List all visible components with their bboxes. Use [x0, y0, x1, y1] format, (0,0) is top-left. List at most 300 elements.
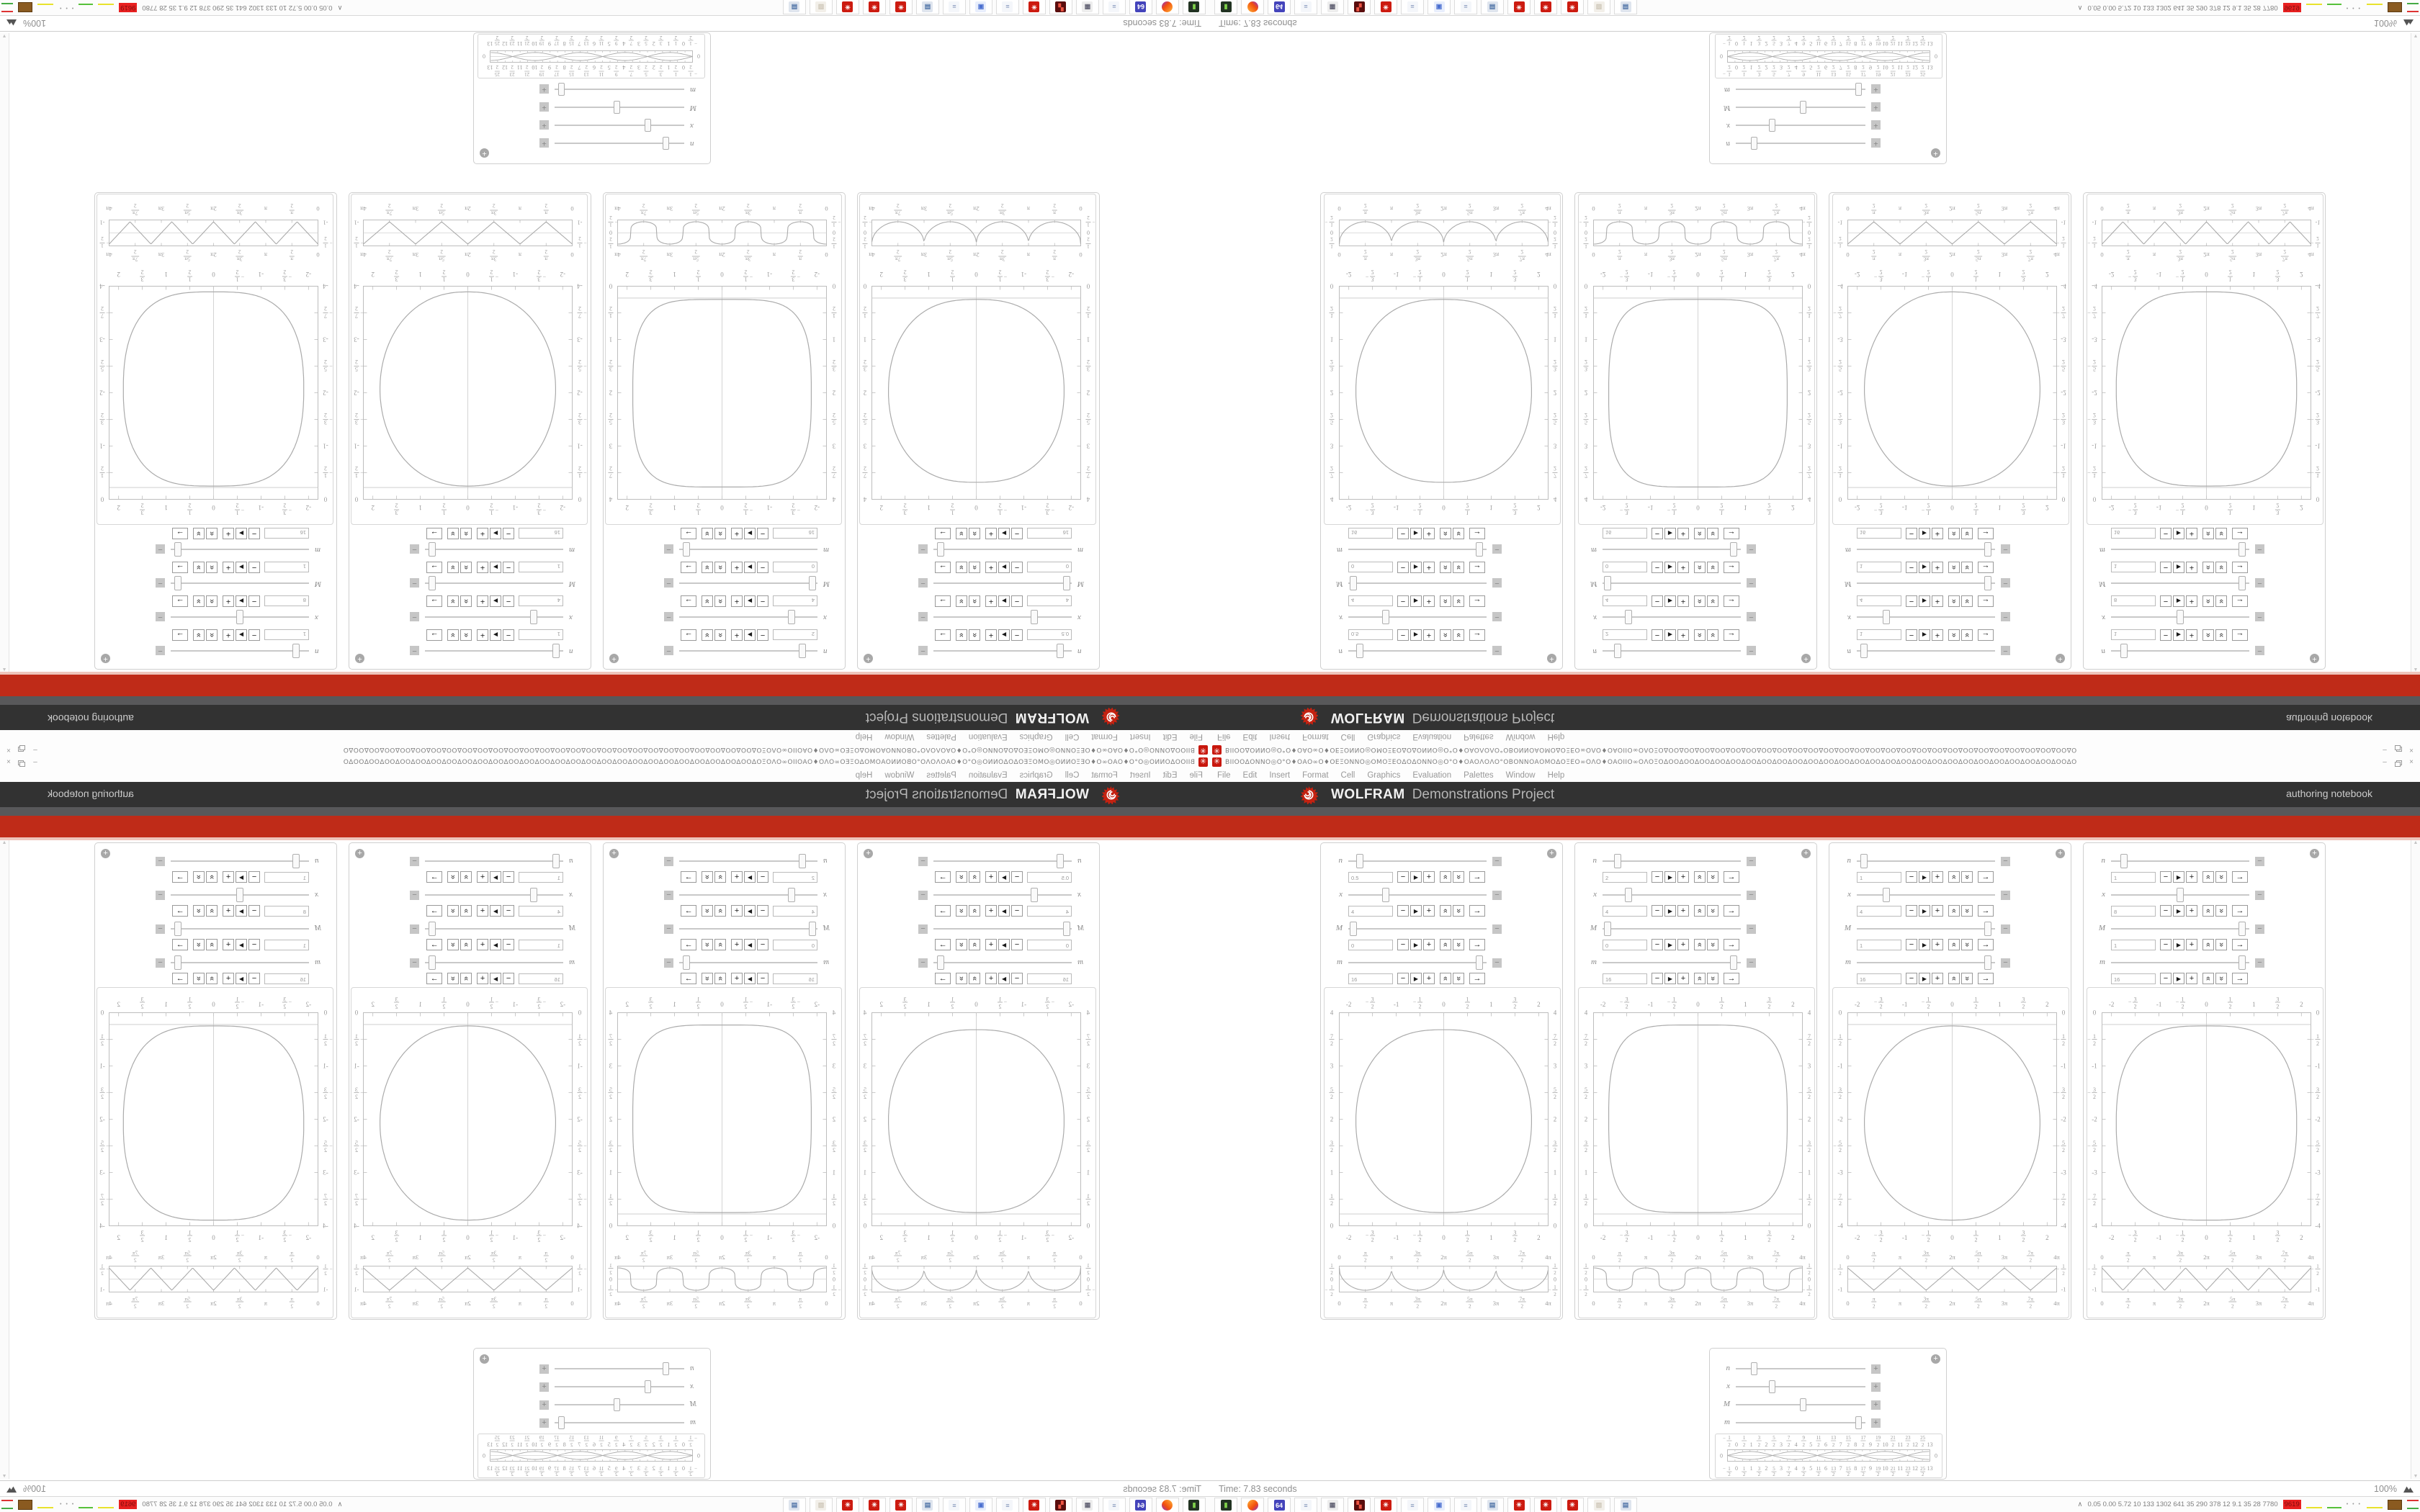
slider-track[interactable]: [2111, 575, 2249, 591]
step-direction-button[interactable]: →: [1978, 905, 1994, 917]
decrement-button[interactable]: −: [1397, 562, 1409, 573]
expand-controls-button[interactable]: +: [1871, 1418, 1881, 1428]
slider-thumb[interactable]: [683, 542, 690, 557]
collapse-controls-button[interactable]: −: [2001, 924, 2010, 934]
collapse-controls-button[interactable]: −: [918, 544, 928, 554]
slower-button[interactable]: »: [1453, 905, 1464, 917]
slider-thumb[interactable]: [809, 922, 816, 936]
increment-button[interactable]: +: [1932, 939, 1943, 950]
step-direction-button[interactable]: →: [172, 973, 188, 984]
manipulate-options-button[interactable]: +: [1547, 849, 1556, 858]
faster-button[interactable]: »: [206, 629, 218, 641]
manipulate-options-button[interactable]: +: [2310, 654, 2319, 663]
step-direction-button[interactable]: →: [2232, 629, 2248, 641]
collapse-controls-button[interactable]: −: [2255, 857, 2264, 866]
faster-button[interactable]: »: [460, 528, 472, 539]
faster-button[interactable]: »: [1440, 939, 1451, 950]
slider-value-input[interactable]: 0: [1027, 562, 1072, 572]
slider-value-input[interactable]: 16: [1857, 973, 1901, 984]
slider-track[interactable]: [555, 136, 684, 150]
play-button[interactable]: ▶: [490, 629, 501, 641]
faster-button[interactable]: »: [1694, 973, 1706, 984]
increment-button[interactable]: +: [1677, 629, 1689, 641]
slider-value-input[interactable]: 0.5: [1027, 629, 1072, 640]
slider-thumb[interactable]: [552, 644, 560, 658]
taskbar-button[interactable]: [1268, 1498, 1291, 1512]
slower-button[interactable]: »: [193, 973, 205, 984]
increment-button[interactable]: +: [1677, 939, 1689, 950]
play-button[interactable]: ▶: [1919, 871, 1930, 883]
step-direction-button[interactable]: →: [681, 905, 696, 917]
slider-track[interactable]: [933, 541, 1072, 557]
menu-item-cell[interactable]: Cell: [1340, 732, 1355, 742]
decrement-button[interactable]: −: [503, 905, 514, 917]
slider-value-input[interactable]: 1: [2111, 940, 2156, 950]
slider-value-input[interactable]: 1: [1857, 562, 1901, 572]
slider-track[interactable]: [1348, 853, 1487, 869]
slider-value-input[interactable]: 8: [2111, 906, 2156, 917]
slower-button[interactable]: »: [193, 629, 205, 641]
slider-thumb[interactable]: [1057, 644, 1064, 658]
step-direction-button[interactable]: →: [681, 562, 696, 573]
decrement-button[interactable]: −: [2160, 905, 2172, 917]
slider-track[interactable]: [1603, 643, 1741, 659]
decrement-button[interactable]: −: [2160, 562, 2172, 573]
play-button[interactable]: ▶: [1410, 939, 1422, 950]
slider-track[interactable]: [2111, 921, 2249, 937]
taskbar-button[interactable]: [943, 0, 966, 14]
collapse-controls-button[interactable]: −: [410, 924, 419, 934]
slower-button[interactable]: »: [1453, 629, 1464, 641]
decrement-button[interactable]: −: [2160, 871, 2172, 883]
slider-value-input[interactable]: 2: [1603, 629, 1647, 640]
collapse-controls-button[interactable]: −: [664, 924, 673, 934]
slider-track[interactable]: [425, 609, 563, 625]
slider-track[interactable]: [679, 575, 817, 591]
vertical-scrollbar[interactable]: [2411, 33, 2420, 672]
decrement-button[interactable]: −: [1906, 562, 1917, 573]
slider-track[interactable]: [171, 921, 309, 937]
taskbar-button[interactable]: [1183, 1498, 1206, 1512]
increment-button[interactable]: +: [1423, 939, 1435, 950]
decrement-button[interactable]: −: [1397, 871, 1409, 883]
play-button[interactable]: ▶: [236, 973, 247, 984]
slider-track[interactable]: [1736, 118, 1865, 132]
collapse-controls-button[interactable]: −: [918, 578, 928, 588]
slider-thumb[interactable]: [1476, 542, 1483, 557]
slider-thumb[interactable]: [1350, 576, 1357, 590]
slider-track[interactable]: [425, 541, 563, 557]
slider-value-input[interactable]: 1: [519, 562, 563, 572]
taskbar-button[interactable]: [836, 0, 859, 14]
slower-button[interactable]: »: [1707, 871, 1718, 883]
slower-button[interactable]: »: [447, 562, 459, 573]
collapse-controls-button[interactable]: −: [664, 544, 673, 554]
slider-value-input[interactable]: 1: [519, 629, 563, 640]
play-button[interactable]: ▶: [1919, 905, 1930, 917]
taskbar-button[interactable]: [810, 1498, 833, 1512]
slider-value-input[interactable]: 0.5: [1348, 629, 1393, 640]
step-direction-button[interactable]: →: [2232, 595, 2248, 607]
slider-track[interactable]: [1348, 643, 1487, 659]
step-direction-button[interactable]: →: [172, 562, 188, 573]
slider-value-input[interactable]: 16: [1857, 528, 1901, 539]
expand-controls-button[interactable]: +: [1871, 84, 1881, 94]
decrement-button[interactable]: −: [1011, 629, 1023, 641]
step-direction-button[interactable]: →: [1978, 629, 1994, 641]
play-button[interactable]: ▶: [998, 871, 1010, 883]
faster-button[interactable]: »: [714, 528, 726, 539]
slider-track[interactable]: [933, 609, 1072, 625]
slower-button[interactable]: »: [1453, 595, 1464, 607]
collapse-controls-button[interactable]: −: [1492, 646, 1502, 655]
step-direction-button[interactable]: →: [935, 905, 951, 917]
slider-track[interactable]: [2111, 887, 2249, 903]
taskbar-button[interactable]: [969, 0, 992, 14]
decrement-button[interactable]: −: [503, 629, 514, 641]
faster-button[interactable]: »: [1948, 905, 1960, 917]
expand-controls-button[interactable]: +: [539, 1418, 549, 1428]
decrement-button[interactable]: −: [1906, 973, 1917, 984]
increment-button[interactable]: +: [2186, 528, 2197, 539]
step-direction-button[interactable]: →: [1724, 595, 1739, 607]
slower-button[interactable]: »: [1961, 871, 1973, 883]
step-direction-button[interactable]: →: [681, 629, 696, 641]
faster-button[interactable]: »: [1694, 528, 1706, 539]
slider-value-input[interactable]: 2: [773, 629, 817, 640]
slider-thumb[interactable]: [2238, 576, 2246, 590]
slider-track[interactable]: [1857, 887, 1995, 903]
slider-thumb[interactable]: [1769, 1380, 1775, 1393]
step-direction-button[interactable]: →: [681, 528, 696, 539]
play-button[interactable]: ▶: [1919, 528, 1930, 539]
slider-value-input[interactable]: 8: [264, 595, 309, 606]
menu-item-window[interactable]: Window: [1505, 770, 1536, 780]
decrement-button[interactable]: −: [503, 939, 514, 950]
increment-button[interactable]: +: [985, 973, 997, 984]
slider-track[interactable]: [425, 643, 563, 659]
slider-track[interactable]: [171, 887, 309, 903]
faster-button[interactable]: »: [206, 939, 218, 950]
faster-button[interactable]: »: [1440, 871, 1451, 883]
play-button[interactable]: ▶: [744, 528, 756, 539]
slider-value-input[interactable]: 4: [1348, 906, 1393, 917]
decrement-button[interactable]: −: [757, 871, 768, 883]
slower-button[interactable]: »: [447, 871, 459, 883]
slider-value-input[interactable]: 1: [2111, 629, 2156, 640]
slider-thumb[interactable]: [174, 922, 182, 936]
increment-button[interactable]: +: [223, 973, 234, 984]
slider-thumb[interactable]: [614, 101, 620, 114]
slider-track[interactable]: [555, 1398, 684, 1412]
decrement-button[interactable]: −: [2160, 939, 2172, 950]
close-button[interactable]: ×: [6, 746, 11, 755]
slider-track[interactable]: [1857, 609, 1995, 625]
slider-track[interactable]: [555, 1416, 684, 1430]
slider-value-input[interactable]: 1: [1857, 940, 1901, 950]
step-direction-button[interactable]: →: [1724, 528, 1739, 539]
taskbar-button[interactable]: [1428, 1498, 1451, 1512]
slider-thumb[interactable]: [1751, 137, 1757, 150]
slower-button[interactable]: »: [702, 939, 713, 950]
decrement-button[interactable]: −: [1011, 973, 1023, 984]
decrement-button[interactable]: −: [1397, 973, 1409, 984]
window-title-bar[interactable]: [1210, 756, 2420, 768]
slider-thumb[interactable]: [1769, 119, 1775, 132]
faster-button[interactable]: »: [714, 629, 726, 641]
slider-thumb[interactable]: [1604, 576, 1611, 590]
step-direction-button[interactable]: →: [172, 939, 188, 950]
increment-button[interactable]: +: [2186, 871, 2197, 883]
manipulate-options-button[interactable]: +: [864, 654, 873, 663]
close-button[interactable]: ×: [2409, 757, 2414, 766]
slider-track[interactable]: [1736, 82, 1865, 96]
slider-thumb[interactable]: [1604, 922, 1611, 936]
menu-item-evaluation[interactable]: Evaluation: [1412, 770, 1452, 780]
faster-button[interactable]: »: [2202, 528, 2214, 539]
menu-item-insert[interactable]: Insert: [1129, 770, 1151, 780]
slider-thumb[interactable]: [799, 854, 806, 868]
slider-thumb[interactable]: [429, 922, 436, 936]
taskbar-button[interactable]: [1321, 1498, 1344, 1512]
magnification-icon[interactable]: [2403, 1485, 2414, 1493]
faster-button[interactable]: »: [1694, 595, 1706, 607]
faster-button[interactable]: »: [969, 939, 980, 950]
taskbar-button[interactable]: [1214, 0, 1237, 14]
menu-item-insert[interactable]: Insert: [1129, 732, 1151, 742]
slider-value-input[interactable]: 16: [773, 528, 817, 539]
collapse-controls-button[interactable]: −: [156, 646, 165, 655]
taskbar-button[interactable]: [1507, 0, 1531, 14]
menu-item-file[interactable]: File: [1217, 732, 1231, 742]
play-button[interactable]: ▶: [1410, 595, 1422, 607]
slider-thumb[interactable]: [292, 854, 300, 868]
slider-track[interactable]: [425, 955, 563, 971]
play-button[interactable]: ▶: [2173, 562, 2184, 573]
slower-button[interactable]: »: [193, 528, 205, 539]
slider-thumb[interactable]: [1800, 101, 1806, 114]
play-button[interactable]: ▶: [998, 562, 1010, 573]
slider-thumb[interactable]: [236, 888, 243, 902]
taskbar-button[interactable]: [836, 1498, 859, 1512]
menu-item-insert[interactable]: Insert: [1269, 732, 1291, 742]
slider-track[interactable]: [1857, 643, 1995, 659]
slider-thumb[interactable]: [1984, 955, 1991, 970]
faster-button[interactable]: »: [969, 562, 980, 573]
slider-track[interactable]: [171, 853, 309, 869]
taskbar-button[interactable]: [1241, 0, 1264, 14]
slower-button[interactable]: »: [1707, 905, 1718, 917]
step-direction-button[interactable]: →: [426, 905, 442, 917]
collapse-controls-button[interactable]: −: [664, 891, 673, 900]
slider-track[interactable]: [1857, 921, 1995, 937]
increment-button[interactable]: +: [477, 528, 488, 539]
slider-track[interactable]: [1736, 136, 1865, 150]
slower-button[interactable]: »: [2215, 562, 2227, 573]
slower-button[interactable]: »: [193, 871, 205, 883]
decrement-button[interactable]: −: [757, 595, 768, 607]
step-direction-button[interactable]: →: [935, 528, 951, 539]
slider-track[interactable]: [1603, 853, 1741, 869]
decrement-button[interactable]: −: [1011, 939, 1023, 950]
faster-button[interactable]: »: [1440, 973, 1451, 984]
play-button[interactable]: ▶: [1919, 629, 1930, 641]
step-direction-button[interactable]: →: [172, 905, 188, 917]
play-button[interactable]: ▶: [236, 939, 247, 950]
slider-track[interactable]: [555, 1362, 684, 1376]
manipulate-options-button[interactable]: +: [355, 654, 364, 663]
increment-button[interactable]: +: [477, 629, 488, 641]
taskbar-button[interactable]: [1023, 0, 1046, 14]
play-button[interactable]: ▶: [744, 905, 756, 917]
faster-button[interactable]: »: [2202, 595, 2214, 607]
taskbar-button[interactable]: [1156, 0, 1179, 14]
play-button[interactable]: ▶: [744, 973, 756, 984]
collapse-controls-button[interactable]: −: [410, 578, 419, 588]
slider-value-input[interactable]: 1: [519, 940, 563, 950]
play-button[interactable]: ▶: [744, 595, 756, 607]
slider-thumb[interactable]: [552, 854, 560, 868]
slower-button[interactable]: »: [2215, 629, 2227, 641]
increment-button[interactable]: +: [1677, 562, 1689, 573]
slower-button[interactable]: »: [702, 973, 713, 984]
slider-thumb[interactable]: [1730, 542, 1737, 557]
increment-button[interactable]: +: [1677, 973, 1689, 984]
increment-button[interactable]: +: [731, 905, 743, 917]
increment-button[interactable]: +: [1932, 595, 1943, 607]
collapse-controls-button[interactable]: −: [664, 578, 673, 588]
slider-track[interactable]: [171, 575, 309, 591]
slider-thumb[interactable]: [1984, 576, 1991, 590]
vertical-scrollbar[interactable]: [2411, 840, 2420, 1479]
collapse-controls-button[interactable]: −: [2255, 612, 2264, 621]
slower-button[interactable]: »: [193, 905, 205, 917]
slider-thumb[interactable]: [1356, 644, 1363, 658]
slider-track[interactable]: [425, 887, 563, 903]
menu-item-evaluation[interactable]: Evaluation: [968, 732, 1008, 742]
manipulate-options-button[interactable]: +: [1547, 654, 1556, 663]
collapse-controls-button[interactable]: −: [2001, 544, 2010, 554]
slider-thumb[interactable]: [1860, 644, 1868, 658]
play-button[interactable]: ▶: [1410, 629, 1422, 641]
collapse-controls-button[interactable]: −: [1747, 857, 1756, 866]
faster-button[interactable]: »: [969, 629, 980, 641]
increment-button[interactable]: +: [477, 871, 488, 883]
play-button[interactable]: ▶: [236, 528, 247, 539]
collapse-controls-button[interactable]: −: [410, 891, 419, 900]
slider-thumb[interactable]: [1057, 854, 1064, 868]
collapse-controls-button[interactable]: −: [1492, 958, 1502, 968]
menu-item-cell[interactable]: Cell: [1065, 732, 1080, 742]
step-direction-button[interactable]: →: [1978, 595, 1994, 607]
slider-track[interactable]: [171, 643, 309, 659]
step-direction-button[interactable]: →: [935, 973, 951, 984]
slider-track[interactable]: [171, 609, 309, 625]
restore-icon[interactable]: [19, 760, 25, 766]
menu-item-edit[interactable]: Edit: [1242, 770, 1258, 780]
taskbar-button[interactable]: [1156, 1498, 1179, 1512]
decrement-button[interactable]: −: [1652, 629, 1663, 641]
slider-thumb[interactable]: [788, 610, 795, 624]
slider-track[interactable]: [1736, 1362, 1865, 1376]
faster-button[interactable]: »: [206, 528, 218, 539]
increment-button[interactable]: +: [223, 871, 234, 883]
step-direction-button[interactable]: →: [1724, 562, 1739, 573]
decrement-button[interactable]: −: [1906, 905, 1917, 917]
increment-button[interactable]: +: [477, 595, 488, 607]
taskbar-button[interactable]: [1294, 1498, 1317, 1512]
increment-button[interactable]: +: [731, 629, 743, 641]
faster-button[interactable]: »: [1694, 939, 1706, 950]
slider-value-input[interactable]: 4: [773, 595, 817, 606]
slider-track[interactable]: [1603, 955, 1741, 971]
increment-button[interactable]: +: [1932, 905, 1943, 917]
decrement-button[interactable]: −: [503, 562, 514, 573]
slider-thumb[interactable]: [1382, 888, 1389, 902]
slider-track[interactable]: [555, 118, 684, 132]
step-direction-button[interactable]: →: [1469, 939, 1485, 950]
slower-button[interactable]: »: [1961, 939, 1973, 950]
menu-item-graphics[interactable]: Graphics: [1019, 770, 1053, 780]
minimize-button[interactable]: –: [2383, 757, 2387, 766]
play-button[interactable]: ▶: [236, 562, 247, 573]
slider-value-input[interactable]: 2: [773, 872, 817, 883]
faster-button[interactable]: »: [1948, 629, 1960, 641]
slider-track[interactable]: [1348, 575, 1487, 591]
decrement-button[interactable]: −: [2160, 629, 2172, 641]
increment-button[interactable]: +: [1677, 595, 1689, 607]
slider-value-input[interactable]: 4: [1027, 906, 1072, 917]
decrement-button[interactable]: −: [248, 562, 260, 573]
play-button[interactable]: ▶: [744, 939, 756, 950]
increment-button[interactable]: +: [1677, 528, 1689, 539]
menu-item-file[interactable]: File: [1189, 770, 1203, 780]
window-title-bar[interactable]: [0, 744, 1210, 756]
increment-button[interactable]: +: [1932, 871, 1943, 883]
increment-button[interactable]: +: [985, 871, 997, 883]
taskbar-button[interactable]: [1454, 1498, 1477, 1512]
decrement-button[interactable]: −: [248, 871, 260, 883]
slower-button[interactable]: »: [956, 629, 967, 641]
decrement-button[interactable]: −: [1397, 528, 1409, 539]
slower-button[interactable]: »: [1453, 528, 1464, 539]
step-direction-button[interactable]: →: [426, 871, 442, 883]
taskbar-button[interactable]: [1294, 0, 1317, 14]
slower-button[interactable]: »: [1453, 973, 1464, 984]
tray-expand-icon[interactable]: ∧: [337, 4, 343, 12]
collapse-controls-button[interactable]: −: [664, 857, 673, 866]
slower-button[interactable]: »: [447, 905, 459, 917]
taskbar-button[interactable]: [1587, 1498, 1610, 1512]
slower-button[interactable]: »: [956, 595, 967, 607]
faster-button[interactable]: »: [714, 973, 726, 984]
collapse-controls-button[interactable]: −: [2001, 891, 2010, 900]
step-direction-button[interactable]: →: [172, 629, 188, 641]
menu-item-format[interactable]: Format: [1091, 770, 1118, 780]
increment-button[interactable]: +: [731, 973, 743, 984]
expand-controls-button[interactable]: +: [539, 1364, 549, 1374]
slider-track[interactable]: [679, 887, 817, 903]
slider-value-input[interactable]: 1: [2111, 872, 2156, 883]
slider-value-input[interactable]: 16: [1603, 528, 1647, 539]
collapse-controls-button[interactable]: −: [156, 958, 165, 968]
slider-value-input[interactable]: 4: [1348, 595, 1393, 606]
collapse-controls-button[interactable]: −: [2001, 857, 2010, 866]
increment-button[interactable]: +: [477, 939, 488, 950]
taskbar-button[interactable]: [1401, 1498, 1424, 1512]
collapse-controls-button[interactable]: −: [2255, 958, 2264, 968]
taskbar-button[interactable]: [1561, 0, 1584, 14]
